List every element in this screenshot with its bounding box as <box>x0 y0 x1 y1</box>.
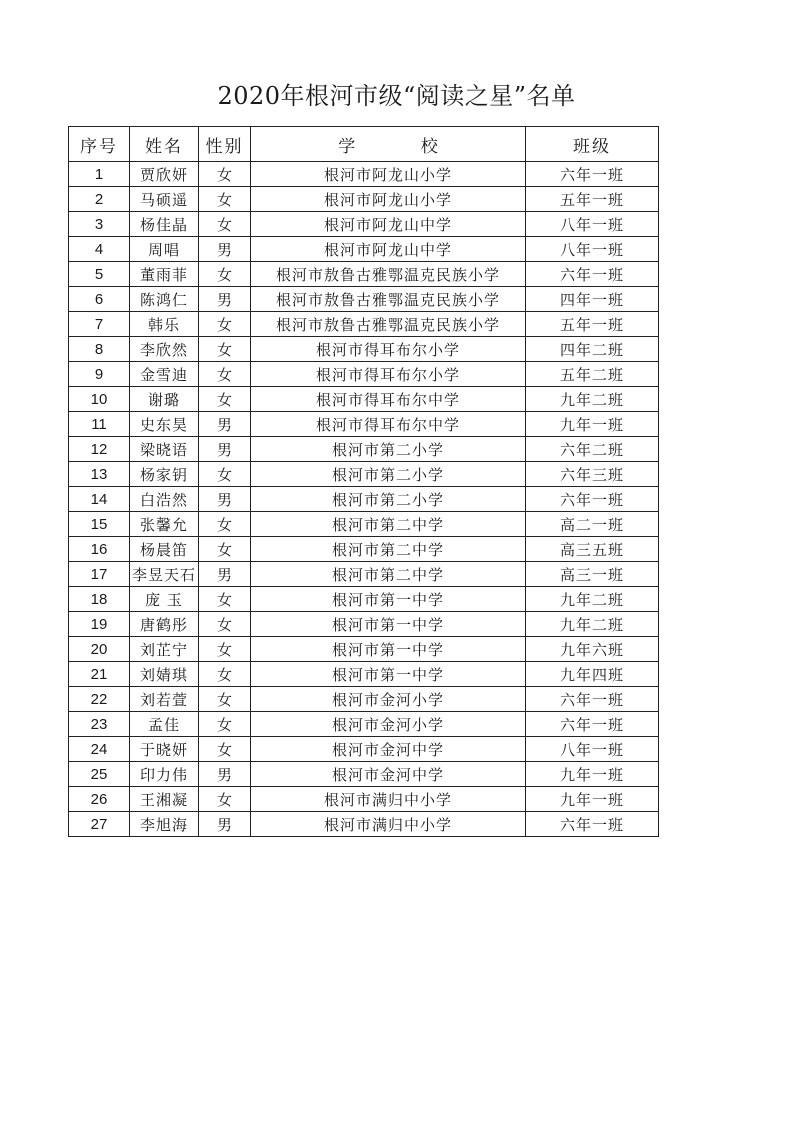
cell-school: 根河市阿龙山小学 <box>251 162 526 187</box>
cell-class: 五年一班 <box>526 187 659 212</box>
cell-class: 八年一班 <box>526 237 659 262</box>
cell-class: 八年一班 <box>526 212 659 237</box>
cell-class: 四年一班 <box>526 287 659 312</box>
cell-gender: 女 <box>199 737 251 762</box>
cell-name: 韩乐 <box>130 312 199 337</box>
cell-number: 18 <box>69 587 130 612</box>
cell-class: 九年四班 <box>526 662 659 687</box>
cell-number: 14 <box>69 487 130 512</box>
cell-class: 九年二班 <box>526 612 659 637</box>
cell-number: 9 <box>69 362 130 387</box>
cell-gender: 女 <box>199 712 251 737</box>
cell-name: 杨晨笛 <box>130 537 199 562</box>
cell-gender: 女 <box>199 212 251 237</box>
cell-school: 根河市第一中学 <box>251 612 526 637</box>
cell-school: 根河市第二中学 <box>251 562 526 587</box>
cell-school: 根河市得耳布尔中学 <box>251 412 526 437</box>
cell-class: 高三一班 <box>526 562 659 587</box>
cell-class: 六年一班 <box>526 712 659 737</box>
cell-name: 白浩然 <box>130 487 199 512</box>
cell-school: 根河市第二中学 <box>251 537 526 562</box>
cell-name: 陈鸿仁 <box>130 287 199 312</box>
cell-gender: 女 <box>199 162 251 187</box>
cell-number: 10 <box>69 387 130 412</box>
table-row <box>69 662 659 687</box>
cell-gender: 女 <box>199 537 251 562</box>
table-row <box>69 412 659 437</box>
cell-school: 根河市第二中学 <box>251 512 526 537</box>
cell-number: 20 <box>69 637 130 662</box>
cell-class: 六年一班 <box>526 262 659 287</box>
table-row <box>69 787 659 812</box>
table-row <box>69 387 659 412</box>
cell-name: 庞 玉 <box>130 587 199 612</box>
table-row <box>69 337 659 362</box>
header-number: 序号 <box>69 127 130 162</box>
cell-school: 根河市阿龙山中学 <box>251 212 526 237</box>
table-row <box>69 237 659 262</box>
cell-gender: 男 <box>199 237 251 262</box>
cell-school: 根河市第一中学 <box>251 662 526 687</box>
cell-number: 26 <box>69 787 130 812</box>
table-row <box>69 687 659 712</box>
cell-gender: 女 <box>199 337 251 362</box>
cell-name: 张馨允 <box>130 512 199 537</box>
cell-class: 六年一班 <box>526 162 659 187</box>
cell-name: 金雪迪 <box>130 362 199 387</box>
cell-gender: 女 <box>199 312 251 337</box>
table-row <box>69 162 659 187</box>
cell-class: 五年一班 <box>526 312 659 337</box>
cell-gender: 女 <box>199 787 251 812</box>
cell-school: 根河市满归中小学 <box>251 787 526 812</box>
table-row <box>69 812 659 837</box>
cell-gender: 女 <box>199 587 251 612</box>
cell-number: 2 <box>69 187 130 212</box>
cell-class: 六年一班 <box>526 812 659 837</box>
table-row <box>69 762 659 787</box>
cell-name: 马硕遥 <box>130 187 199 212</box>
header-class: 班级 <box>526 127 659 162</box>
cell-number: 24 <box>69 737 130 762</box>
cell-number: 21 <box>69 662 130 687</box>
cell-gender: 男 <box>199 812 251 837</box>
cell-school: 根河市第二小学 <box>251 487 526 512</box>
cell-class: 九年一班 <box>526 787 659 812</box>
cell-gender: 男 <box>199 287 251 312</box>
cell-name: 李欣然 <box>130 337 199 362</box>
cell-gender: 男 <box>199 437 251 462</box>
cell-school: 根河市得耳布尔中学 <box>251 387 526 412</box>
cell-number: 25 <box>69 762 130 787</box>
cell-name: 贾欣妍 <box>130 162 199 187</box>
cell-name: 杨佳晶 <box>130 212 199 237</box>
cell-gender: 女 <box>199 387 251 412</box>
cell-number: 16 <box>69 537 130 562</box>
cell-school: 根河市第二小学 <box>251 437 526 462</box>
table-row <box>69 587 659 612</box>
cell-class: 六年三班 <box>526 462 659 487</box>
cell-class: 六年一班 <box>526 487 659 512</box>
cell-number: 3 <box>69 212 130 237</box>
cell-name: 梁晓语 <box>130 437 199 462</box>
cell-number: 15 <box>69 512 130 537</box>
header-gender: 性别 <box>199 127 251 162</box>
cell-school: 根河市金河中学 <box>251 762 526 787</box>
cell-gender: 女 <box>199 637 251 662</box>
table-row <box>69 187 659 212</box>
cell-school: 根河市第一中学 <box>251 587 526 612</box>
cell-class: 高二一班 <box>526 512 659 537</box>
cell-school: 根河市金河中学 <box>251 737 526 762</box>
cell-number: 5 <box>69 262 130 287</box>
table-row <box>69 437 659 462</box>
cell-number: 12 <box>69 437 130 462</box>
cell-name: 刘婧琪 <box>130 662 199 687</box>
cell-gender: 女 <box>199 687 251 712</box>
table-row <box>69 262 659 287</box>
cell-name: 史东昊 <box>130 412 199 437</box>
cell-class: 九年一班 <box>526 762 659 787</box>
cell-gender: 女 <box>199 362 251 387</box>
cell-name: 周唱 <box>130 237 199 262</box>
cell-school: 根河市敖鲁古雅鄂温克民族小学 <box>251 287 526 312</box>
cell-name: 印力伟 <box>130 762 199 787</box>
cell-gender: 女 <box>199 662 251 687</box>
cell-school: 根河市阿龙山小学 <box>251 187 526 212</box>
cell-number: 19 <box>69 612 130 637</box>
header-name: 姓名 <box>130 127 199 162</box>
cell-school: 根河市得耳布尔小学 <box>251 337 526 362</box>
table-header-row <box>69 127 659 162</box>
cell-school: 根河市第二小学 <box>251 462 526 487</box>
cell-number: 6 <box>69 287 130 312</box>
cell-class: 四年二班 <box>526 337 659 362</box>
table-row <box>69 537 659 562</box>
cell-gender: 男 <box>199 487 251 512</box>
cell-gender: 女 <box>199 512 251 537</box>
cell-class: 六年二班 <box>526 437 659 462</box>
cell-class: 九年二班 <box>526 587 659 612</box>
table-row <box>69 562 659 587</box>
cell-gender: 男 <box>199 562 251 587</box>
cell-class: 九年六班 <box>526 637 659 662</box>
cell-school: 根河市金河小学 <box>251 687 526 712</box>
cell-gender: 女 <box>199 612 251 637</box>
cell-school: 根河市满归中小学 <box>251 812 526 837</box>
cell-school: 根河市敖鲁古雅鄂温克民族小学 <box>251 262 526 287</box>
cell-class: 九年一班 <box>526 412 659 437</box>
cell-name: 谢璐 <box>130 387 199 412</box>
cell-name: 于晓妍 <box>130 737 199 762</box>
table-row <box>69 637 659 662</box>
cell-school: 根河市金河小学 <box>251 712 526 737</box>
cell-number: 17 <box>69 562 130 587</box>
cell-number: 23 <box>69 712 130 737</box>
cell-name: 杨家钥 <box>130 462 199 487</box>
cell-school: 根河市第一中学 <box>251 637 526 662</box>
cell-gender: 男 <box>199 762 251 787</box>
table-row <box>69 487 659 512</box>
cell-name: 唐鹤彤 <box>130 612 199 637</box>
cell-name: 董雨菲 <box>130 262 199 287</box>
cell-name: 刘若萱 <box>130 687 199 712</box>
cell-number: 1 <box>69 162 130 187</box>
cell-number: 13 <box>69 462 130 487</box>
cell-class: 九年二班 <box>526 387 659 412</box>
cell-name: 李旭海 <box>130 812 199 837</box>
cell-gender: 女 <box>199 187 251 212</box>
table-row <box>69 737 659 762</box>
table-row <box>69 312 659 337</box>
cell-class: 高三五班 <box>526 537 659 562</box>
cell-school: 根河市阿龙山中学 <box>251 237 526 262</box>
cell-name: 王湘凝 <box>130 787 199 812</box>
table-row <box>69 462 659 487</box>
cell-number: 8 <box>69 337 130 362</box>
cell-gender: 女 <box>199 462 251 487</box>
cell-number: 7 <box>69 312 130 337</box>
cell-school: 根河市得耳布尔小学 <box>251 362 526 387</box>
cell-school: 根河市敖鲁古雅鄂温克民族小学 <box>251 312 526 337</box>
cell-class: 六年一班 <box>526 687 659 712</box>
roster-table <box>68 126 659 837</box>
cell-number: 27 <box>69 812 130 837</box>
page-title: 2020年根河市级“阅读之星”名单 <box>217 82 576 110</box>
table-row <box>69 512 659 537</box>
cell-gender: 男 <box>199 412 251 437</box>
table-row <box>69 287 659 312</box>
cell-name: 刘芷宁 <box>130 637 199 662</box>
cell-class: 五年二班 <box>526 362 659 387</box>
cell-class: 八年一班 <box>526 737 659 762</box>
cell-number: 11 <box>69 412 130 437</box>
table-row <box>69 212 659 237</box>
cell-name: 李昱天石 <box>130 562 199 587</box>
table-row <box>69 712 659 737</box>
cell-number: 4 <box>69 237 130 262</box>
table-row <box>69 362 659 387</box>
header-school: 学 校 <box>251 127 526 162</box>
cell-gender: 女 <box>199 262 251 287</box>
cell-name: 孟佳 <box>130 712 199 737</box>
table-row <box>69 612 659 637</box>
cell-number: 22 <box>69 687 130 712</box>
